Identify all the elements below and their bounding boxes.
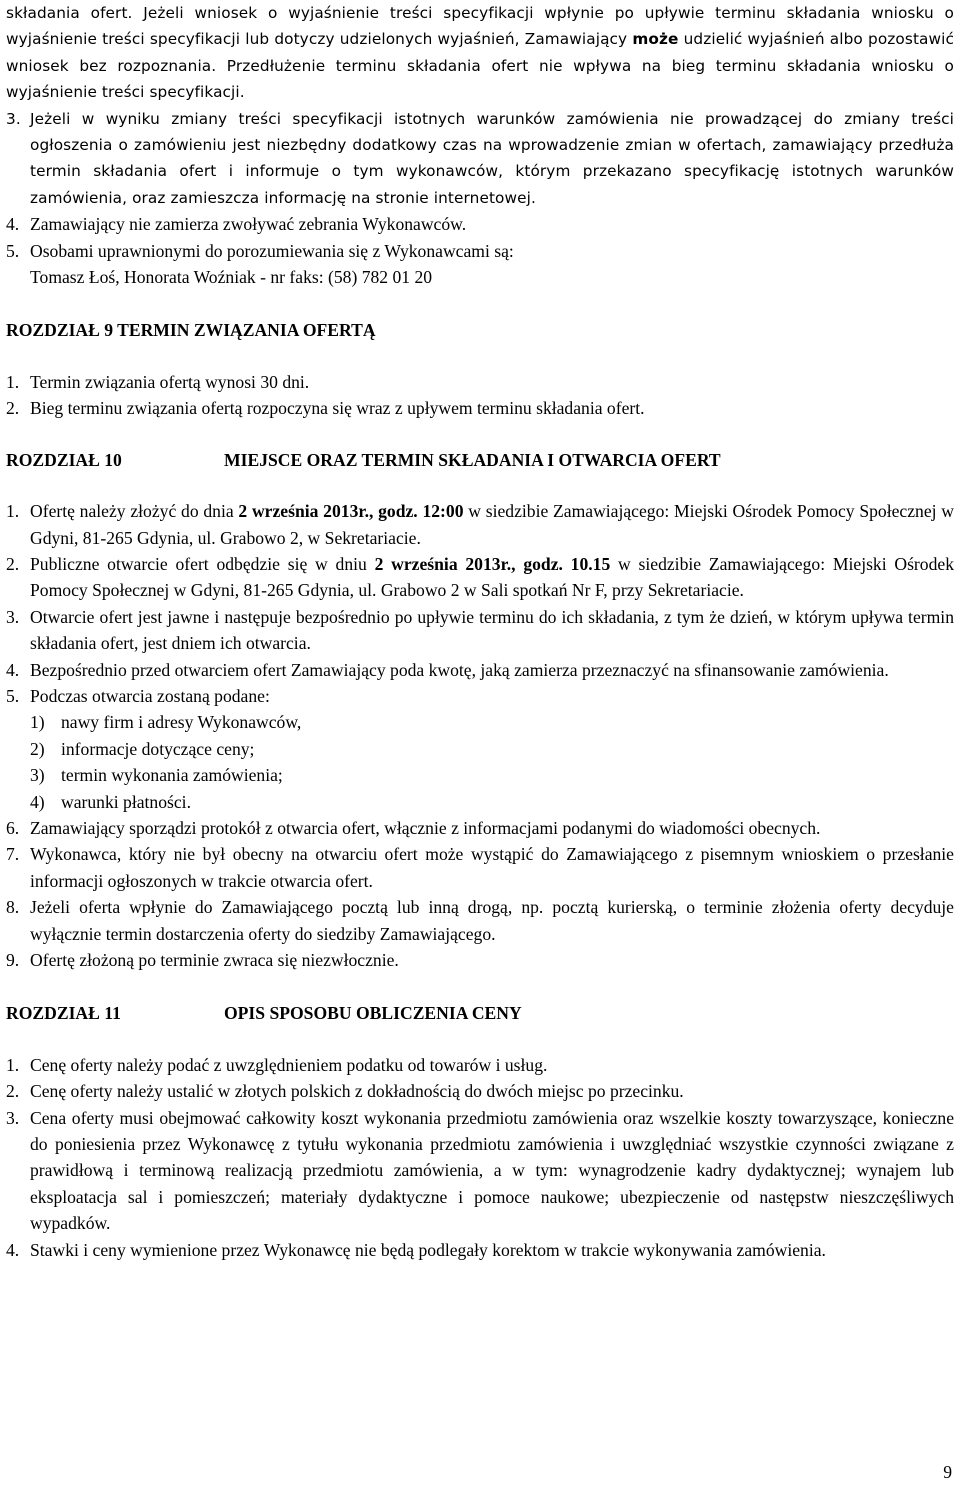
page-number: 9 xyxy=(943,1462,952,1482)
sub-list-item: 3) termin wykonania zamówienia; xyxy=(30,765,283,786)
list-item: 5. Osobami uprawnionymi do porozumiewania się z Wykonawcami są: xyxy=(6,240,514,261)
contact-line: Tomasz Łoś, Honorata Woźniak - nr faks: (58) 782 01 20 xyxy=(30,267,433,288)
list-item: 8. Jeżeli oferta wpłynie do Zamawiającego pocztą lub inną drogą, np. pocztą kurierską, o terminie złożenia oferty decyduje wyłącznie termin dostarczenia oferty do siedziby Zamawiającego. xyxy=(6,897,954,944)
list-item: 3. Cena oferty musi obejmować całkowity koszt wykonania przedmiotu zamówienia oraz wszelkie koszty towarzyszące, konieczne do poniesienia przez Wykonawcę z tytułu wykonania przedmiotu zamówienia i uwzględniać wszystkie czynności związane z prawidłową i terminową realizacją przedmiotu zamówienia, a w tym: wynagrodzenie kadry dydaktycznej; wynajem lub eksploatacja sal i pomieszczeń; materiały dydaktyczne i pomoce naukowe; ubezpieczenie od następstw nieszczęśliwych wypadków. xyxy=(6,1107,954,1234)
list-item: 4. Bezpośrednio przed otwarciem ofert Zamawiający poda kwotę, jaką zamierza przeznaczyć na sfinansowanie zamówienia. xyxy=(6,659,889,680)
intro-bold: może xyxy=(632,30,679,49)
list-item: 6. Zamawiający sporządzi protokół z otwarcia ofert, włącznie z informacjami podanymi do wiadomości obecnych. xyxy=(6,817,821,838)
list-item: 7. Wykonawca, który nie był obecny na otwarciu ofert może wystąpić do Zamawiającego z pisemnym wnioskiem o przesłanie informacji ogłoszonych w trakcie otwarcia ofert. xyxy=(6,844,954,891)
document-page xyxy=(6,0,954,1263)
list-item: 3. Jeżeli w wyniku zmiany treści specyfikacji istotnych warunków zamówienia nie prowadzącej do zmiany treści ogłoszenia o zamówieniu jest niezbędny dodatkowy czas na wprowadzenie zmian w ofertach, zamawiający przedłuża termin składania ofert i informuje o tym wykonawców, którym przekazano specyfikację istotnych warunków zamówienia, oraz zamieszcza informację na stronie internetowej. xyxy=(6,109,954,207)
intro-paragraph: składania ofert. Jeżeli wniosek o wyjaśnienie treści specyfikacji wpłynie po upływie terminu składania wniosku o wyjaśnienie treści specyfikacji lub dotyczy udzielonych wyjaśnień, Zamawiający może udzielić wyjaśnień albo pozostawić wniosek bez rozpoznania. Przedłużenie terminu składania ofert nie wpływa na bieg terminu składania wniosku o wyjaśnienie treści specyfikacji. xyxy=(6,4,954,102)
list-item: 1. Cenę oferty należy podać z uwzględnieniem podatku od towarów i usług. xyxy=(6,1054,548,1075)
chapter-11-label: ROZDZIAŁ 11 xyxy=(6,1003,121,1024)
chapter-11-heading xyxy=(6,1000,954,1026)
sub-list-item: 1) nawy firm i adresy Wykonawców, xyxy=(30,712,302,733)
list-item: 2. Bieg terminu związania ofertą rozpoczyna się wraz z upływem terminu składania ofert. xyxy=(6,398,645,419)
list-item: 2. Cenę oferty należy ustalić w złotych polskich z dokładnością do dwóch miejsc po przecinku. xyxy=(6,1081,684,1102)
sub-list-item: 2) informacje dotyczące ceny; xyxy=(30,738,255,759)
list-item: 3. Otwarcie ofert jest jawne i następuje bezpośrednio po upływie terminu do ich składania, z tym że dzień, w którym upływa termin składania ofert, jest dniem ich otwarcia. xyxy=(6,606,954,654)
list-item: 9. Ofertę złożoną po terminie zwraca się niezwłocznie. xyxy=(6,950,399,970)
list-item: 1. Termin związania ofertą wynosi 30 dni. xyxy=(6,371,310,392)
list-item: 1. Ofertę należy złożyć do dnia 2 września 2013r., godz. 12:00 w siedzibie Zamawiającego: Miejski Ośrodek Pomocy Społecznej w Gdyni, 81-265 Gdynia, ul. Grabowo 2, w Sekretariacie. xyxy=(6,501,954,548)
list-item: 2. Publiczne otwarcie ofert odbędzie się w dniu 2 września 2013r., godz. 10.15 w siedzibie Zamawiającego: Miejski Ośrodek Pomocy Społecznej w Gdyni, 81-265 Gdynia, ul. Grabowo 2 w Sali spotkań Nr F, przy Sekretariacie. xyxy=(6,553,954,601)
list-item: 4. Zamawiający nie zamierza zwoływać zebrania Wykonawców. xyxy=(6,214,467,235)
sub-list-item: 4) warunki płatności. xyxy=(30,791,191,812)
chapter-11-title: OPIS SPOSOBU OBLICZENIA CENY xyxy=(224,1003,522,1024)
chapter-9-heading: ROZDZIAŁ 9 TERMIN ZWIĄZANIA OFERTĄ xyxy=(6,320,376,341)
list-item: 5. Podczas otwarcia zostaną podane: xyxy=(6,685,270,706)
chapter-10-title: MIEJSCE ORAZ TERMIN SKŁADANIA I OTWARCIA OFERT xyxy=(224,449,721,470)
chapter-10-heading xyxy=(6,447,954,473)
list-item: 4. Stawki i ceny wymienione przez Wykonawcę nie będą podlegały korektom w trakcie wykonywania zamówienia. xyxy=(6,1239,826,1260)
chapter-10-label: ROZDZIAŁ 10 xyxy=(6,449,122,470)
